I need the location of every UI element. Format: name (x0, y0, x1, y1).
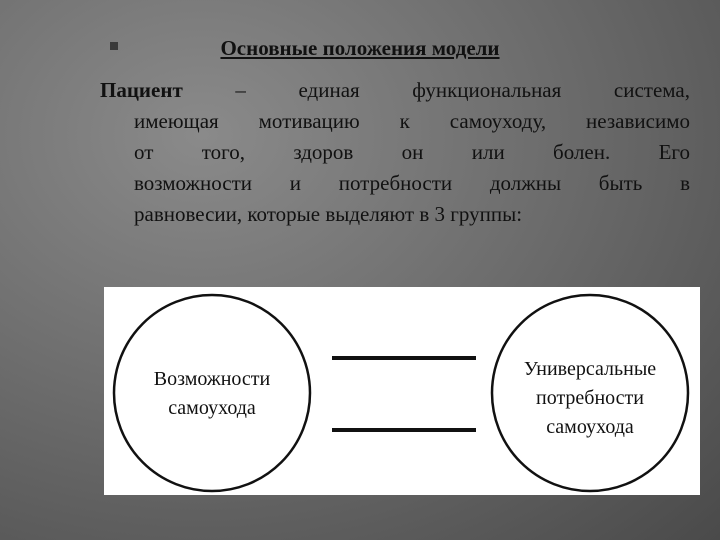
right-circle-label-3: самоухода (546, 416, 634, 438)
body-line-3: от того, здоров он или болен. Его (134, 140, 690, 164)
body-line-1 (100, 75, 690, 106)
body-text (100, 75, 690, 230)
self-care-diagram (104, 287, 700, 495)
right-circle-label-1: Универсальные (523, 358, 657, 380)
body-continuation (134, 106, 690, 230)
left-circle-label-1: Возможности (153, 368, 271, 390)
term-patient: Пациент (100, 78, 183, 102)
left-circle-label-2: самоухода (168, 397, 256, 419)
body-line-4: возможности и потребности должны быть в (134, 171, 690, 195)
body-line-1-rest: – единая функциональная система, (182, 78, 690, 102)
diagram-svg (104, 287, 700, 495)
right-circle-label-2: потребности (536, 387, 644, 409)
left-circle (114, 295, 310, 491)
slide-title: Основные положения модели (220, 36, 500, 60)
body-line-5: равновесии, которые выделяют в 3 группы: (134, 202, 523, 226)
body-line-2: имеющая мотивацию к самоуходу, независимо (134, 109, 690, 133)
